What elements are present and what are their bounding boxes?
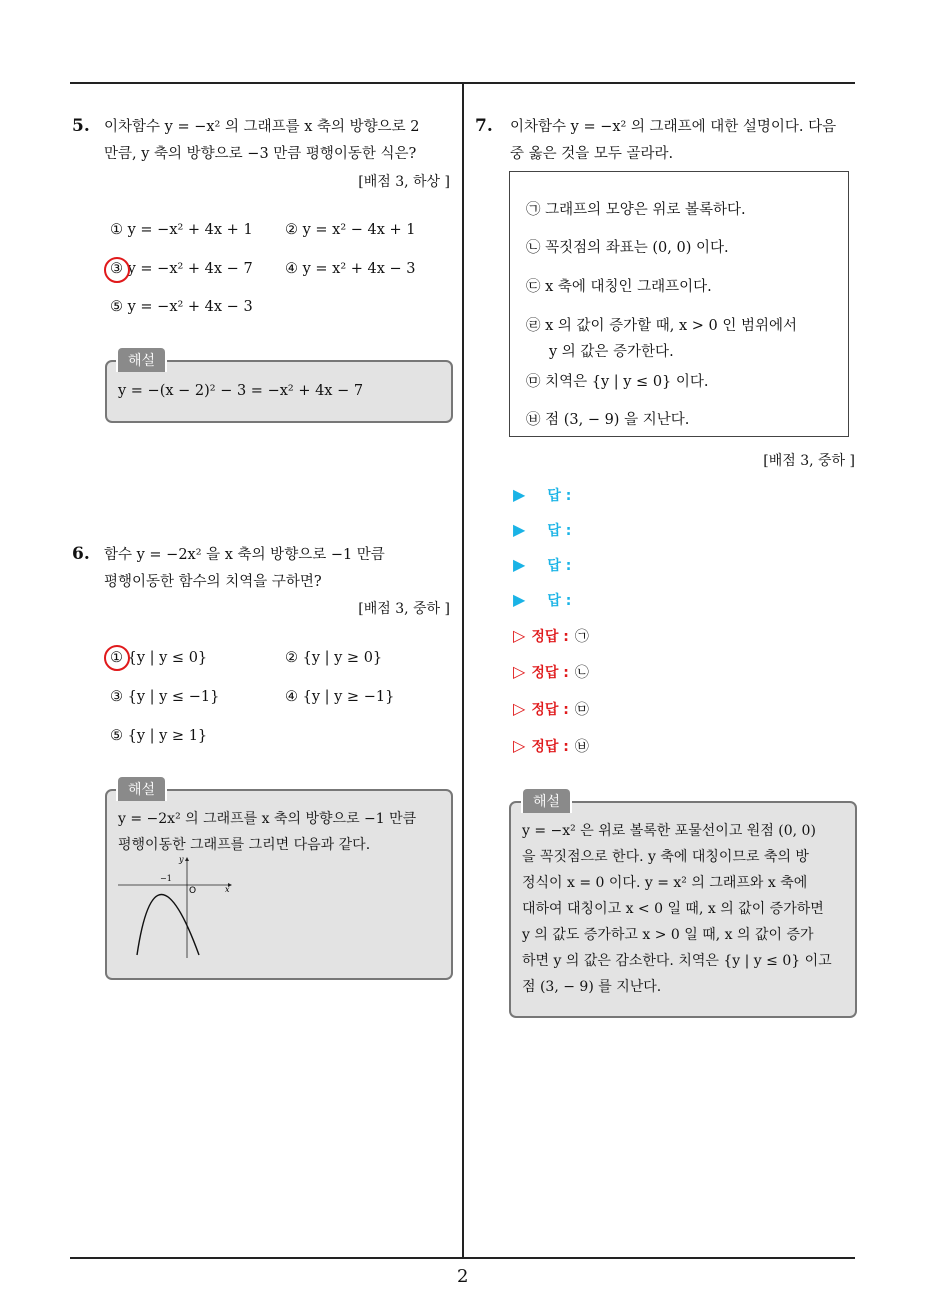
q5-option-3[interactable]: ③ y = −x² + 4x − 7 (110, 261, 253, 277)
q5-solution-text: y = −(x − 2)² − 3 = −x² + 4x − 7 (118, 383, 364, 399)
q7-statement-6: ㉥ 점 (3, − 9) 을 지난다. (526, 412, 690, 428)
q7-solution-line1: y = −x² 은 위로 볼록한 포물선이고 원점 (0, 0) (522, 823, 816, 839)
q6-option-5[interactable]: ⑤ {y | y ≥ 1} (110, 728, 208, 744)
q7-solution-tab: 해설 (521, 787, 572, 813)
q7-text (510, 114, 836, 168)
q7-line1: 이차함수 y = −x² 의 그래프에 대한 설명이다. 다음 (510, 119, 837, 135)
correct-value: ㉥ (574, 739, 589, 755)
q7-solution-line4: 대하여 대칭이고 x < 0 일 때, x 의 값이 증가하면 (522, 901, 824, 917)
graph-y-arrow (185, 857, 189, 861)
q7-solution-line2: 을 꼭짓점으로 한다. y 축에 대칭이므로 축의 방 (522, 849, 809, 865)
q5-option-5[interactable]: ⑤ y = −x² + 4x − 3 (110, 299, 253, 315)
q6-selected-circle (104, 645, 130, 671)
q6-line2: 평행이동한 함수의 치역을 구하면? (104, 574, 322, 590)
q7-correct-row-3 (513, 699, 589, 719)
q5-option-2[interactable]: ② y = x² − 4x + 1 (285, 222, 416, 238)
q7-meta: [배점 3, 중하 ] (763, 453, 855, 469)
answer-label: 답 : (547, 593, 572, 609)
answer-arrow-icon: ▶ (513, 590, 526, 609)
q6-parabola-graph (110, 852, 240, 962)
q5-number: 5. (72, 116, 90, 136)
graph-x-label: x (225, 885, 230, 894)
q7-statement-4: ㉣ x 의 값이 증가할 때, x > 0 인 범위에서 (526, 318, 798, 334)
q5-line2: 만큼, y 축의 방향으로 −3 만큼 평행이동한 식은? (104, 146, 417, 162)
correct-arrow-icon: ▷ (513, 662, 526, 681)
correct-arrow-icon: ▷ (513, 699, 526, 718)
q7-number: 7. (475, 116, 493, 136)
q5-selected-circle (104, 257, 130, 283)
q5-option-4[interactable]: ④ y = x² + 4x − 3 (285, 261, 416, 277)
answer-label: 답 : (547, 523, 572, 539)
q5-line1: 이차함수 y = −x² 의 그래프를 x 축의 방향으로 2 (104, 119, 420, 135)
q6-option-4[interactable]: ④ {y | y ≥ −1} (285, 689, 395, 705)
q5-option-1[interactable]: ① y = −x² + 4x + 1 (110, 222, 253, 238)
graph-tick-label: −1 (160, 874, 172, 883)
correct-value: ㉤ (574, 702, 589, 718)
q5-text (104, 114, 419, 168)
q7-statement-3: ㉢ x 축에 대칭인 그래프이다. (526, 279, 712, 295)
correct-label: 정답 : (531, 702, 569, 718)
answer-arrow-icon: ▶ (513, 520, 526, 539)
q7-answer-row-2[interactable] (513, 520, 571, 540)
q7-statement-1: ㉠ 그래프의 모양은 위로 볼록하다. (526, 202, 746, 218)
q5-meta: [배점 3, 하상 ] (358, 174, 450, 190)
q7-solution-text (522, 818, 832, 1000)
q6-solution-line1: y = −2x² 의 그래프를 x 축의 방향으로 −1 만큼 (118, 811, 417, 827)
q7-solution-line7: 점 (3, − 9) 를 지난다. (522, 979, 662, 995)
correct-label: 정답 : (531, 629, 569, 645)
page-number: 2 (457, 1266, 469, 1287)
q7-answer-row-3[interactable] (513, 555, 571, 575)
q7-answer-row-4[interactable] (513, 590, 571, 610)
q6-option-2[interactable]: ② {y | y ≥ 0} (285, 650, 383, 666)
q7-solution-line5: y 의 값도 증가하고 x > 0 일 때, x 의 값이 증가 (522, 927, 814, 943)
q6-option-1[interactable]: ① {y | y ≤ 0} (110, 650, 208, 666)
graph-y-label: y (179, 855, 184, 864)
correct-value: ㉠ (574, 629, 589, 645)
q7-statement-4-cont: y 의 값은 증가한다. (549, 344, 674, 360)
correct-value: ㉡ (574, 665, 589, 681)
q6-text (104, 542, 385, 596)
q7-solution-line6: 하면 y 의 값은 감소한다. 치역은 {y | y ≤ 0} 이고 (522, 953, 832, 969)
q6-solution-text (118, 806, 416, 858)
q7-correct-row-4 (513, 736, 589, 756)
correct-label: 정답 : (531, 665, 569, 681)
q6-meta: [배점 3, 중하 ] (358, 601, 450, 617)
answer-arrow-icon: ▶ (513, 555, 526, 574)
correct-arrow-icon: ▷ (513, 626, 526, 645)
q7-statement-5: ㉤ 치역은 {y | y ≤ 0} 이다. (526, 374, 709, 390)
q7-answer-row-1[interactable] (513, 485, 571, 505)
answer-label: 답 : (547, 488, 572, 504)
answer-arrow-icon: ▶ (513, 485, 526, 504)
q7-statement-2: ㉡ 꼭짓점의 좌표는 (0, 0) 이다. (526, 240, 729, 256)
graph-parabola (137, 895, 199, 956)
correct-label: 정답 : (531, 739, 569, 755)
graph-origin-label: O (189, 886, 197, 896)
q6-number: 6. (72, 544, 90, 564)
bottom-rule (70, 1257, 855, 1259)
q7-correct-row-2 (513, 662, 589, 682)
q6-option-3[interactable]: ③ {y | y ≤ −1} (110, 689, 220, 705)
q6-line1: 함수 y = −2x² 을 x 축의 방향으로 −1 만큼 (104, 547, 385, 563)
q7-line2: 중 옳은 것을 모두 골라라. (510, 146, 674, 162)
column-divider (462, 84, 464, 1258)
correct-arrow-icon: ▷ (513, 736, 526, 755)
answer-label: 답 : (547, 558, 572, 574)
q7-correct-row-1 (513, 626, 589, 646)
q6-solution-tab: 해설 (116, 775, 167, 801)
q6-solution-line2: 평행이동한 그래프를 그리면 다음과 같다. (118, 837, 371, 853)
q7-solution-line3: 정식이 x = 0 이다. y = x² 의 그래프와 x 축에 (522, 875, 808, 891)
q5-solution-tab: 해설 (116, 346, 167, 372)
